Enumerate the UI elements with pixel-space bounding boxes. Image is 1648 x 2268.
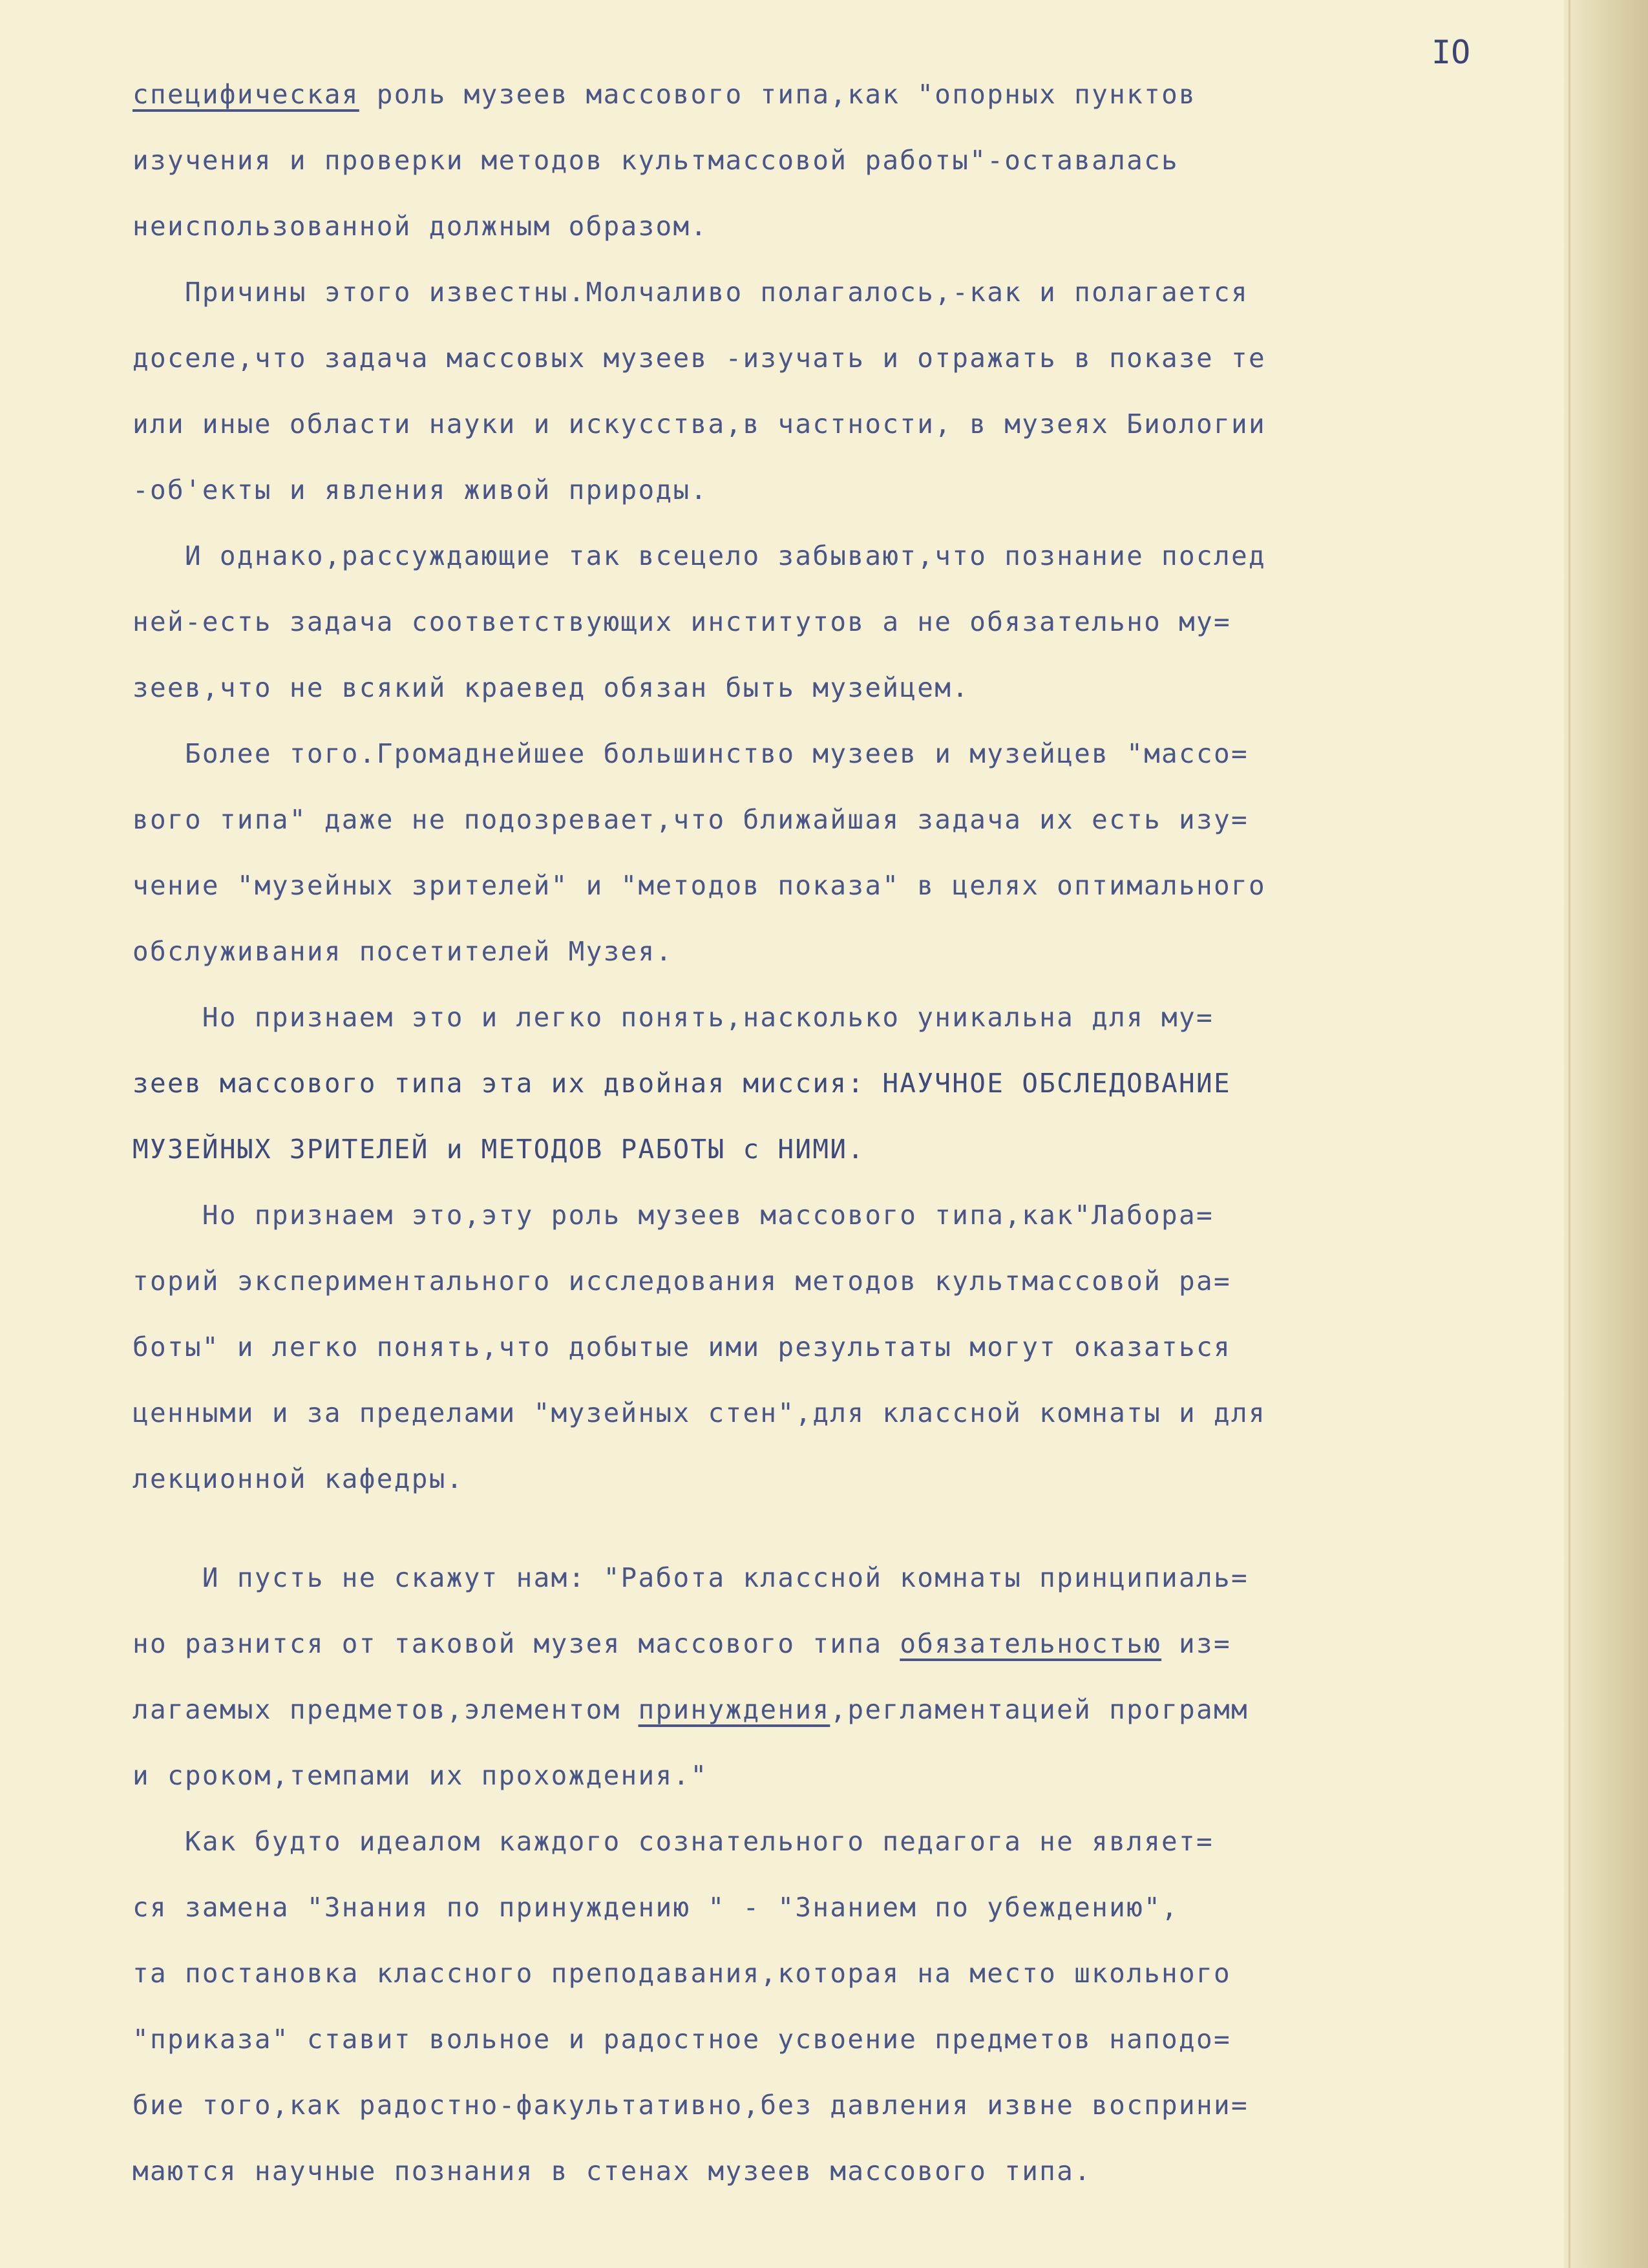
text-line: зеев,что не всякий краевед обязан быть музейцем.	[132, 672, 970, 703]
text-line	[132, 1677, 1574, 1743]
text-line: бие того,как радостно-факультативно,без давления извне восприни=	[132, 2090, 1249, 2121]
text-line: Как будто идеалом каждого сознательного педагога не являет=	[132, 1826, 1214, 1857]
text-line: ней-есть задача соответствующих институтов а не обязательно му=	[132, 606, 1231, 637]
text-line: Но признаем это и легко понять,насколько уникальна для му=	[132, 1002, 1214, 1033]
underlined-word: принуждения	[638, 1694, 830, 1725]
text-line: вого типа" даже не подозревает,что ближайшая задача их есть изу=	[132, 804, 1249, 835]
page-number: IO	[1431, 34, 1471, 71]
text-line: лекционной кафедры.	[132, 1463, 464, 1494]
text-line: ценными и за пределами "музейных стен",для классной комнаты и для	[132, 1397, 1266, 1428]
text-line: Причины этого известны.Молчаливо полагалось,-как и полагается	[132, 277, 1249, 308]
text-line: маются научные познания в стенах музеев массового типа.	[132, 2156, 1092, 2187]
text-line: торий экспериментального исследования методов культмассовой ра=	[132, 1266, 1231, 1297]
text-line: И пусть не скажут нам: "Работа классной комнаты принципиаль=	[132, 1562, 1249, 1593]
text-line: зеев массового типа эта их двойная миссия: НАУЧНОЕ ОБСЛЕДОВАНИЕ	[132, 1068, 1231, 1099]
text-line: чение "музейных зрителей" и "методов показа" в целях оптимального	[132, 870, 1266, 901]
text-line: доселе,что задача массовых музеев -изучать и отражать в показе те	[132, 343, 1266, 374]
text-line: -об'екты и явления живой природы.	[132, 474, 708, 505]
text-line: обслуживания посетителей Музея.	[132, 936, 673, 967]
text-line: И однако,рассуждающие так всецело забывают,что познание послед	[132, 540, 1266, 571]
text-line: МУЗЕЙНЫХ ЗРИТЕЛЕЙ и МЕТОДОВ РАБОТЫ с НИМИ.	[132, 1134, 865, 1165]
text-line: боты" и легко понять,что добытые ими результаты могут оказаться	[132, 1331, 1231, 1362]
line-fragment: из=	[1161, 1628, 1232, 1659]
paragraph-gap	[132, 1512, 1574, 1545]
text-line	[132, 1611, 1574, 1677]
text-line: или иные области науки и искусства,в частности, в музеях Биологии	[132, 408, 1266, 440]
line-fragment: роль музеев массового типа,как "опорных пунктов	[359, 79, 1197, 110]
line-fragment: ,регламентацией программ	[830, 1694, 1249, 1725]
text-line: изучения и проверки методов культмассовой работы"-оставалась	[132, 145, 1179, 176]
page-edge-shadow	[1564, 0, 1648, 2268]
typewritten-text	[132, 61, 1574, 2204]
underlined-word: обязательностью	[900, 1628, 1162, 1659]
line-fragment: но разнится от таковой музея массового типа	[132, 1628, 900, 1659]
text-line: неиспользованной должным образом.	[132, 211, 708, 242]
line-fragment: лагаемых предметов,элементом	[132, 1694, 639, 1725]
text-line: ся замена "Знания по принуждению " - "Знанием по убеждению",	[132, 1892, 1179, 1923]
text-line	[132, 61, 1574, 127]
text-line: та постановка классного преподавания,которая на место школьного	[132, 1958, 1231, 1989]
underlined-word: специфическая	[132, 79, 359, 110]
text-line: "приказа" ставит вольное и радостное усвоение предметов наподо=	[132, 2024, 1231, 2055]
text-line: Более того.Громаднейшее большинство музеев и музейцев "массо=	[132, 738, 1249, 769]
text-line: и сроком,темпами их прохождения."	[132, 1760, 708, 1791]
text-line: Но признаем это,эту роль музеев массового типа,как"Лабора=	[132, 1200, 1214, 1231]
